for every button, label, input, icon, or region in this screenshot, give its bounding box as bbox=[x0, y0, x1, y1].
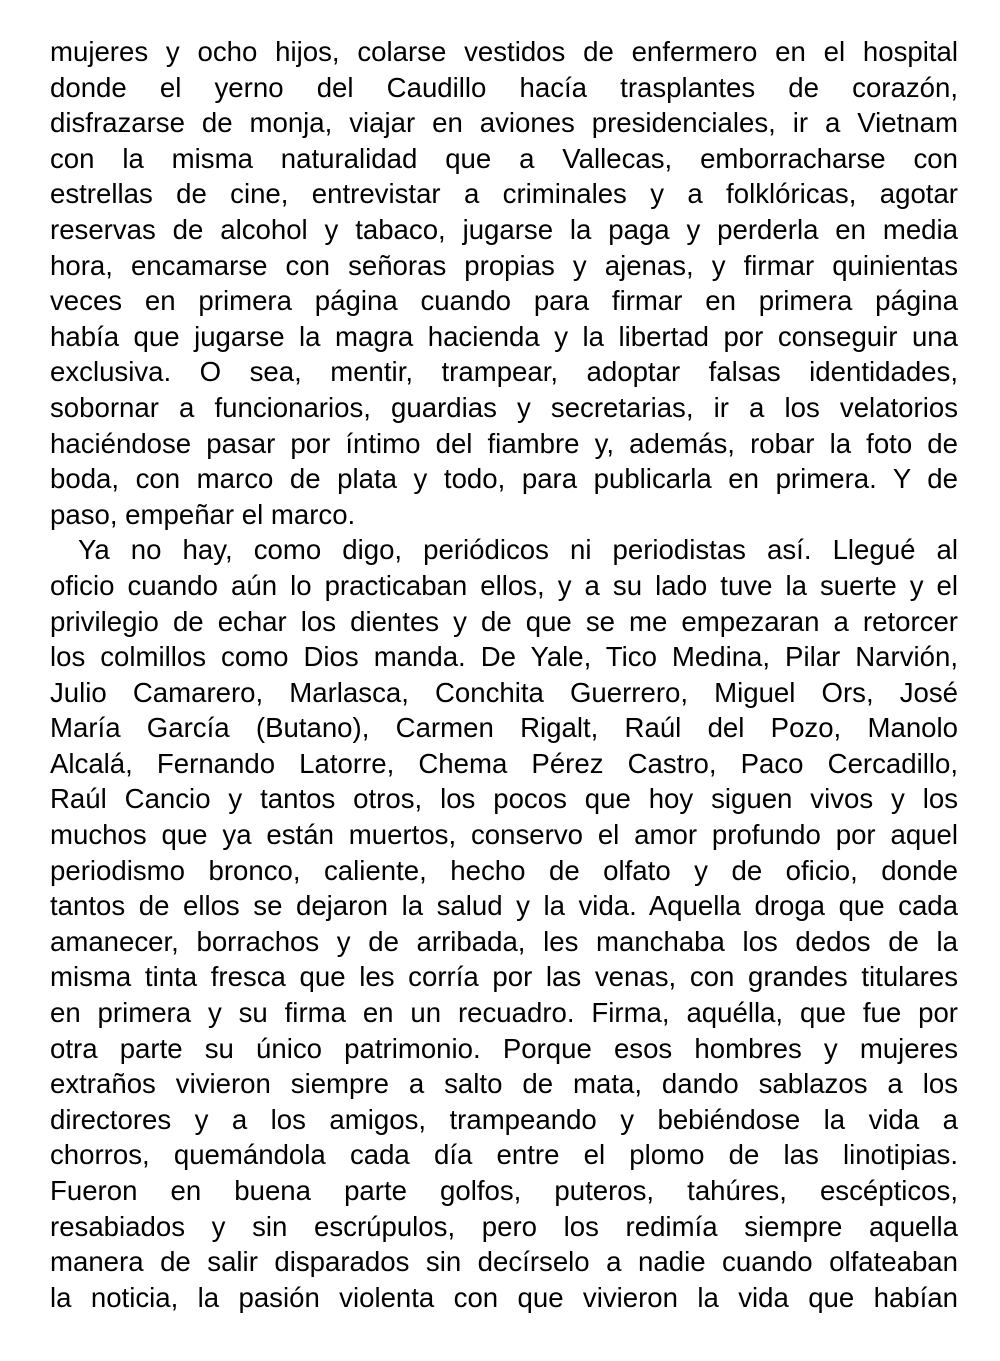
text-line: oficio cuando aún lo practicaban ellos, y a su lado tuve la suerte y el bbox=[50, 569, 958, 601]
text-line: chorros, quemándola cada día entre el plomo de las linotipias. bbox=[50, 1139, 958, 1171]
text-line: tantos de ellos se dejaron la salud y la vida. Aquella droga que cada bbox=[50, 890, 958, 922]
text-line: paso, empeñar el marco. bbox=[50, 498, 356, 530]
text-line: boda, con marco de plata y todo, para publicarla en primera. Y de bbox=[50, 463, 958, 495]
text-line: directores y a los amigos, trampeando y bebiéndose la vida a bbox=[50, 1103, 958, 1135]
text-line: amanecer, borrachos y de arribada, les manchaba los dedos de la bbox=[50, 925, 958, 957]
text-line: disfrazarse de monja, viajar en aviones presidenciales, ir a Vietnam bbox=[50, 107, 958, 139]
text-line: María García (Butano), Carmen Rigalt, Raúl del Pozo, Manolo bbox=[50, 712, 958, 744]
text-line: extraños vivieron siempre a salto de mata, dando sablazos a los bbox=[50, 1068, 958, 1100]
paragraph-2 bbox=[50, 532, 958, 1315]
text-line: había que jugarse la magra hacienda y la libertad por conseguir una bbox=[50, 320, 958, 352]
text-line: exclusiva. O sea, mentir, trampear, adoptar falsas identidades, bbox=[50, 356, 958, 388]
text-line: Julio Camarero, Marlasca, Conchita Guerrero, Miguel Ors, José bbox=[50, 676, 958, 708]
text-line: Fueron en buena parte golfos, puteros, tahúres, escépticos, bbox=[50, 1175, 958, 1206]
text-line: periodismo bronco, caliente, hecho de olfato y de oficio, donde bbox=[50, 854, 958, 886]
text-line: sobornar a funcionarios, guardias y secretarias, ir a los velatorios bbox=[50, 391, 958, 423]
text-line: resabiados y sin escrúpulos, pero los redimía siempre aquella bbox=[50, 1210, 958, 1242]
text-line: la noticia, la pasión violenta con que vivieron la vida que habían bbox=[50, 1281, 958, 1313]
text-line: Alcalá, Fernando Latorre, Chema Pérez Castro, Paco Cercadillo, bbox=[50, 747, 958, 779]
text-line: donde el yerno del Caudillo hacía trasplantes de corazón, bbox=[50, 71, 958, 103]
text-line: hora, encamarse con señoras propias y ajenas, y firmar quinientas bbox=[50, 249, 958, 281]
text-line: manera de salir disparados sin decírselo a nadie cuando olfateaban bbox=[50, 1246, 958, 1278]
text-line: veces en primera página cuando para firmar en primera página bbox=[50, 285, 958, 317]
text-line: Ya no hay, como digo, periódicos ni periodistas así. Llegué al bbox=[78, 534, 958, 566]
paragraph-1 bbox=[50, 34, 958, 532]
text-line: muchos que ya están muertos, conservo el amor profundo por aquel bbox=[50, 819, 958, 851]
text-line: privilegio de echar los dientes y de que se me empezaran a retorcer bbox=[50, 605, 958, 637]
text-line: en primera y su firma en un recuadro. Firma, aquélla, que fue por bbox=[50, 997, 958, 1029]
text-line: con la misma naturalidad que a Vallecas, emborracharse con bbox=[50, 142, 958, 174]
page-body bbox=[50, 34, 958, 1315]
text-line: Raúl Cancio y tantos otros, los pocos que hoy siguen vivos y los bbox=[50, 783, 958, 815]
text-line: haciéndose pasar por íntimo del fiambre y, además, robar la foto de bbox=[50, 427, 958, 459]
text-line: los colmillos como Dios manda. De Yale, Tico Medina, Pilar Narvión, bbox=[50, 641, 958, 673]
text-line: misma tinta fresca que les corría por las venas, con grandes titulares bbox=[50, 961, 958, 993]
text-line: mujeres y ocho hijos, colarse vestidos de enfermero en el hospital bbox=[50, 36, 958, 67]
text-line: otra parte su único patrimonio. Porque esos hombres y mujeres bbox=[50, 1032, 958, 1064]
text-line: estrellas de cine, entrevistar a criminales y a folklóricas, agotar bbox=[50, 178, 958, 210]
text-line: reservas de alcohol y tabaco, jugarse la paga y perderla en media bbox=[50, 213, 958, 245]
